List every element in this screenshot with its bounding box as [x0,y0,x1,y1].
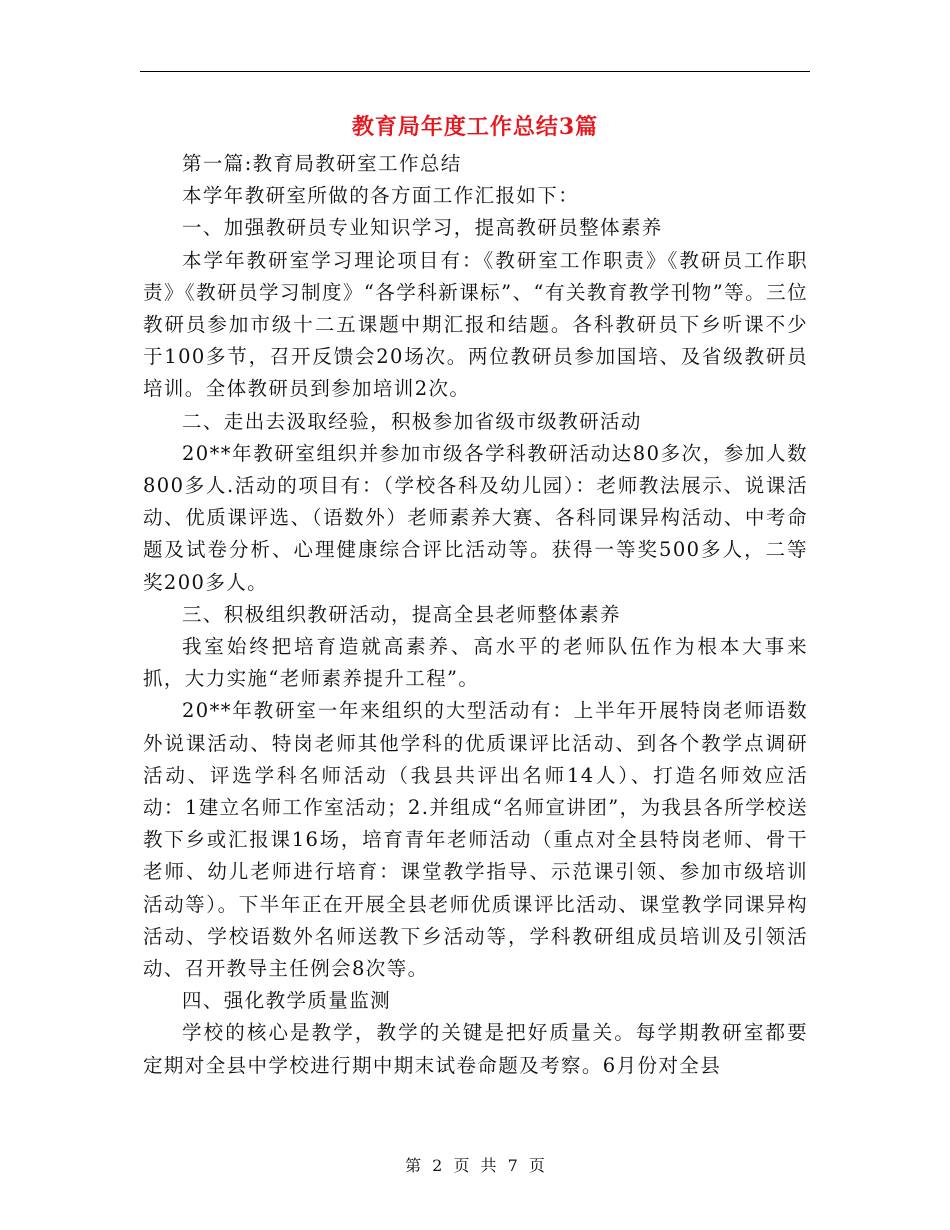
paragraph: 我室始终把培育造就高素养、高水平的老师队伍作为根本大事来抓，大力实施“老师素养提升工程”。 [143,635,808,691]
document-body [143,148,808,1082]
paragraph: 20**年教研室一年来组织的大型活动有：上半年开展特岗老师语数外说课活动、特岗老师其他学科的优质课评比活动、到各个教学点调研活动、评选学科名师活动（我县共评出名师14人）、打造名师效应活动：1建立名师工作室活动；2.并组成“名师宣讲团”，为我县各所学校送教下乡或汇报课16场，培育青年老师活动（重点对全县特岗老师、骨干老师、幼儿老师进行培育：课堂教学指导、示范课引领、参加市级培训活动等）。下半年正在开展全县老师优质课评比活动、课堂教学同课异构活动、学校语数外名师送教下乡活动等，学科教研组成员培训及引领活动、召开教导主任例会8次等。 [143,699,808,981]
section-heading-4: 四、强化教学质量监测 [182,989,392,1013]
section-heading-part-1: 第一篇:教育局教研室工作总结 [182,152,462,175]
paragraph: 学校的核心是教学，教学的关键是把好质量关。每学期教研室都要定期对全县中学校进行期中期末试卷命题及考察。6月份对全县 [143,1021,808,1077]
paragraph: 本学年教研室学习理论项目有：《教研室工作职责》《教研员工作职责》《教研员学习制度》“各学科新课标”、“有关教育教学刊物”等。三位教研员参加市级十二五课题中期汇报和结题。各科教研员下乡听课不少于100多节，召开反馈会20场次。两位教研员参加国培、及省级教研员培训。全体教研员到参加培训2次。 [143,248,808,401]
document-title: 教育局年度工作总结3篇 [351,114,599,140]
paragraph-intro: 本学年教研室所做的各方面工作汇报如下： [182,184,580,208]
section-heading-3: 三、积极组织教研活动，提高全县老师整体素养 [182,602,621,626]
section-heading-2: 二、走出去汲取经验，积极参加省级市级教研活动 [182,409,642,433]
paragraph: 20**年教研室组织并参加市级各学科教研活动达80多次，参加人数800多人.活动的项目有：（学校各科及幼儿园）：老师教法展示、说课活动、优质课评选、（语数外）老师素养大赛、各科同课异构活动、中考命题及试卷分析、心理健康综合评比活动等。获得一等奖500多人，二等奖200多人。 [143,441,808,594]
section-heading-1: 一、加强教研员专业知识学习，提高教研员整体素养 [182,216,663,240]
page-number-footer: 第 2 页 共 7 页 [405,1156,545,1175]
header-rule [140,71,810,72]
